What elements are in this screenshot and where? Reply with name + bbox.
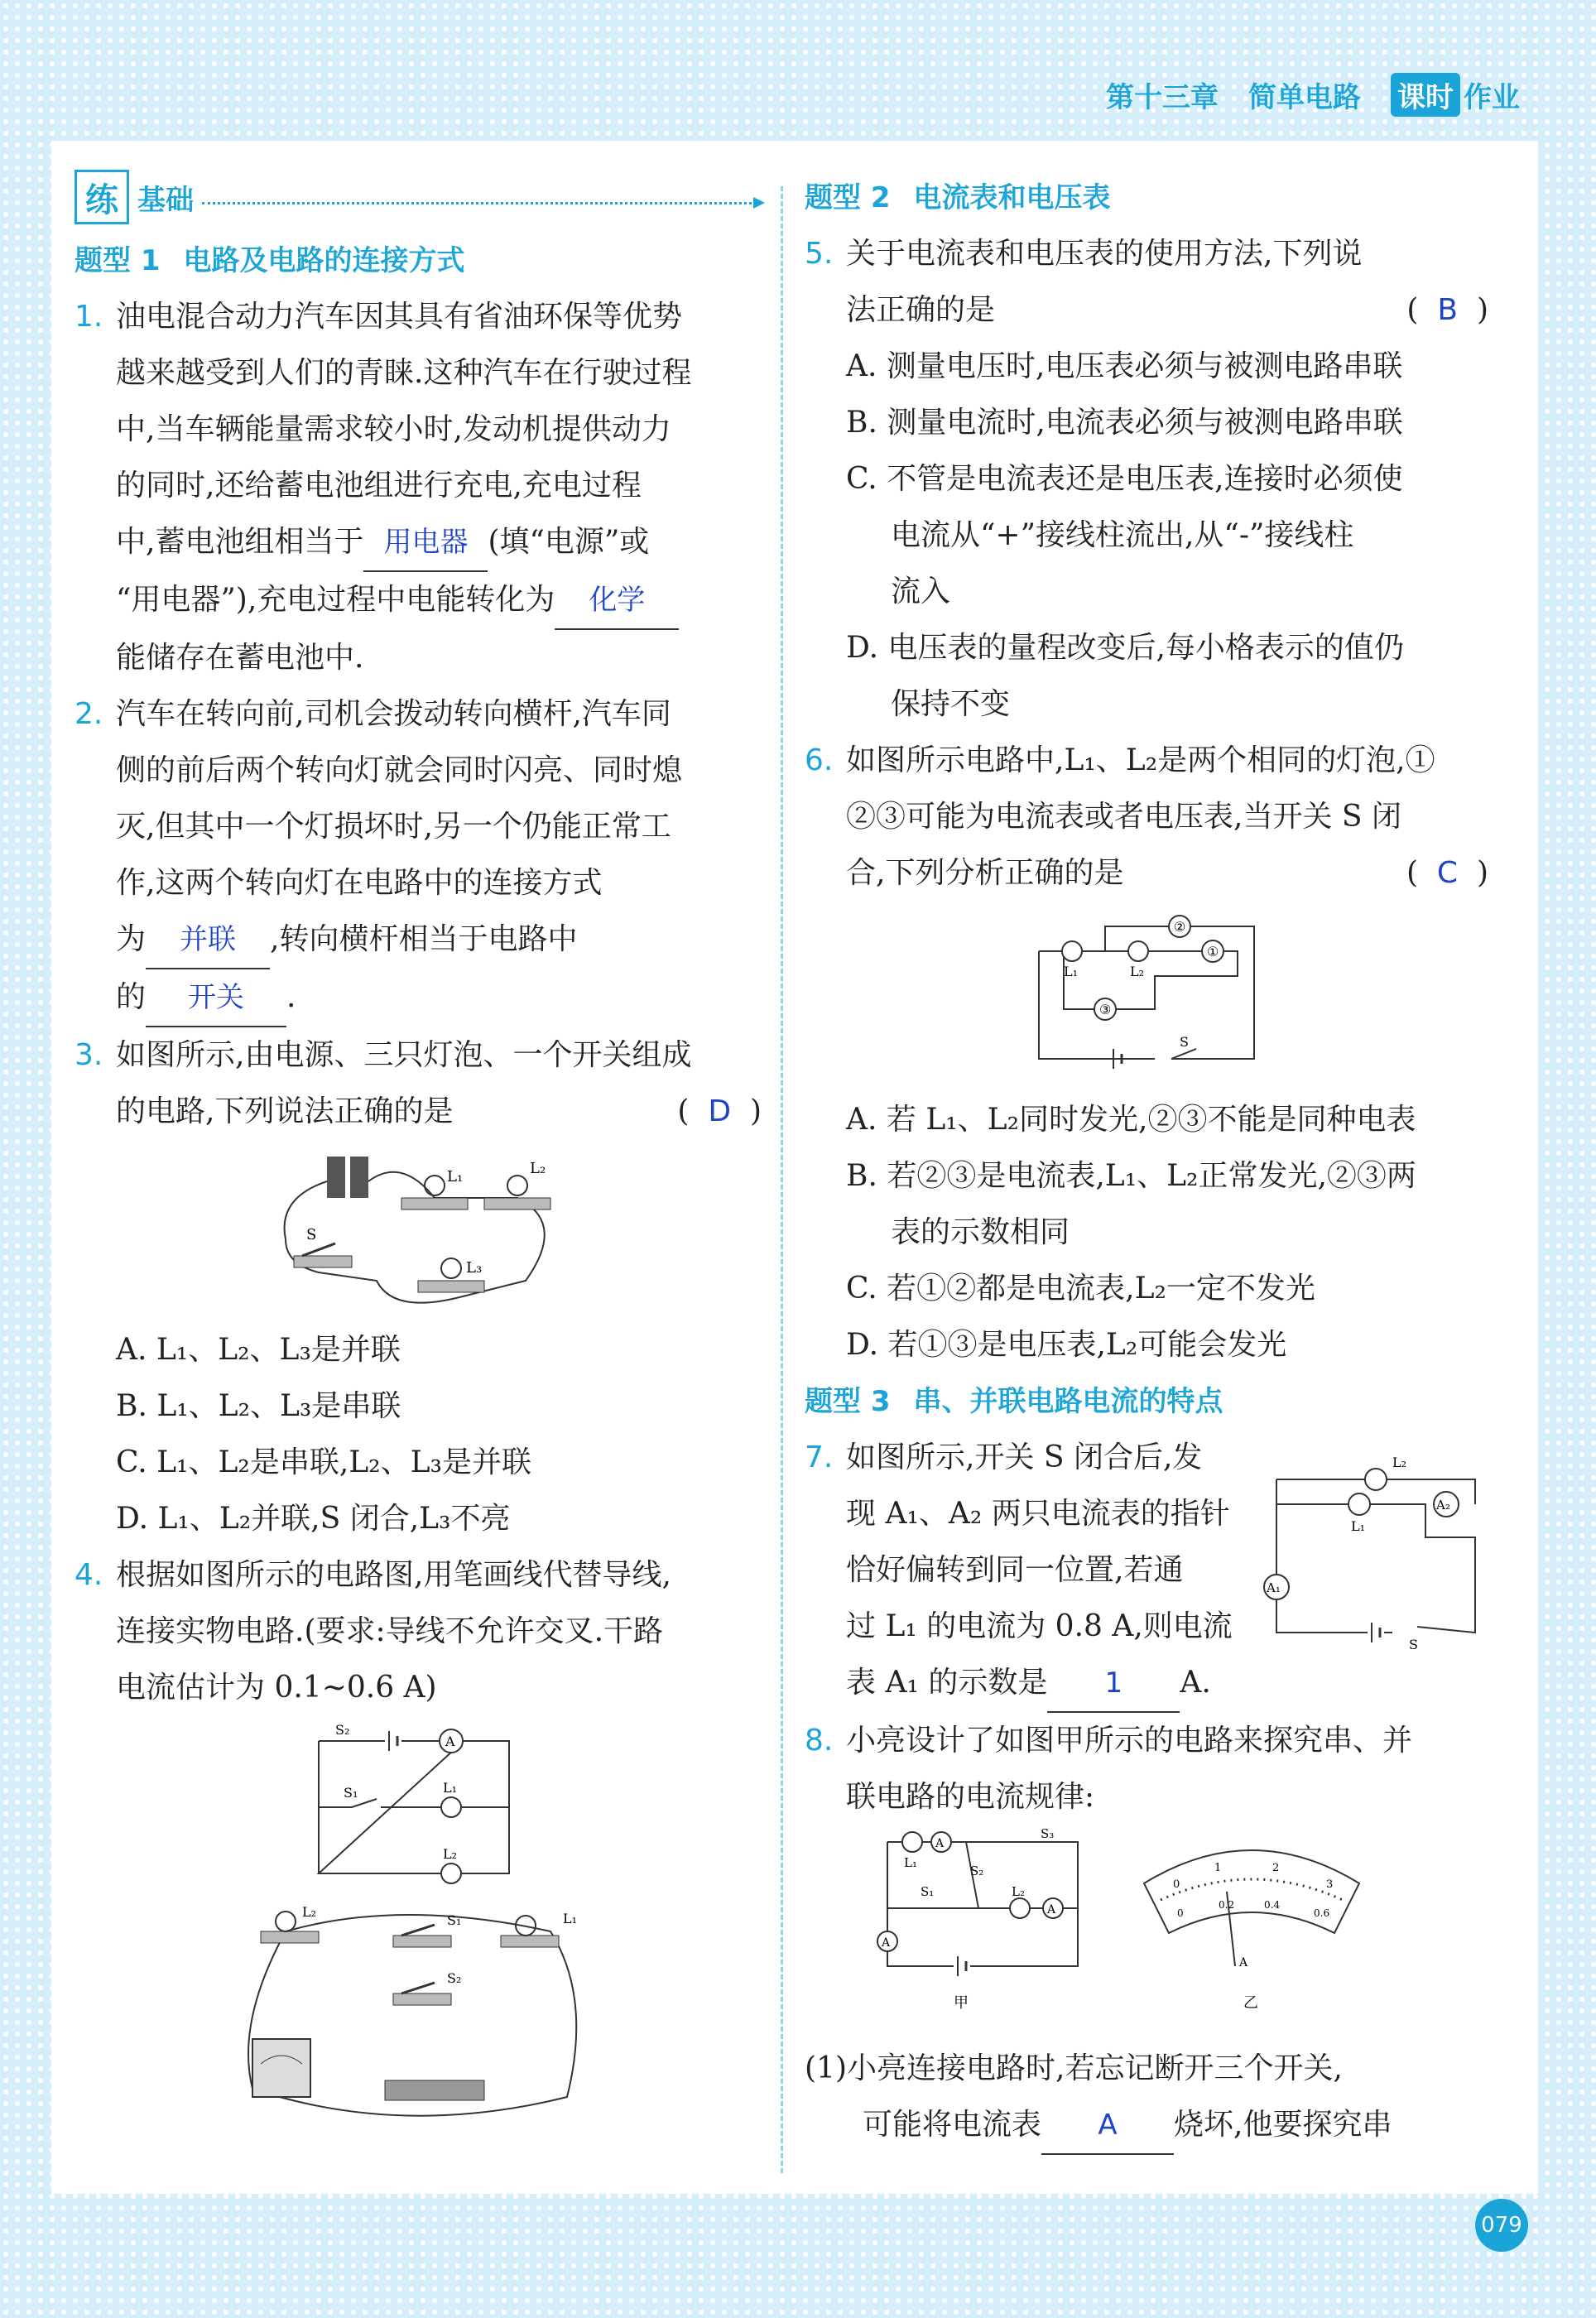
brand-logo: [1391, 73, 1520, 117]
answer-blank: 并联: [146, 911, 270, 969]
option-d: D. 若①③是电压表,L₂可能会发光: [846, 1328, 1287, 1362]
question-5: 5. 关于电流表和电压表的使用方法,下列说 法正确的是 ( B ) A. 测量电压时,电压表必须与被测电路串联 B. 测量电流时,电流表必须与被测电路串联 C. 不管是电流表还是电压表,连接时必须使 电流从“+”接线柱流出,从“-”接线柱 流入 D. 电压表的量程改变后,每小格表示的值仍 保持不变: [805, 237, 1488, 721]
svg-text:L₁: L₁: [563, 1911, 578, 1926]
answer-choice: B: [1437, 293, 1459, 327]
svg-text:S₂: S₂: [970, 1864, 984, 1878]
circuit-diagram-q6: [1031, 910, 1262, 1084]
svg-text:②: ②: [1174, 919, 1186, 935]
circuit-diagram-q7: [1268, 1438, 1492, 1653]
svg-text:S₁: S₁: [344, 1785, 358, 1801]
svg-text:0: 0: [1173, 1878, 1180, 1891]
svg-text:0: 0: [1177, 1907, 1184, 1919]
practice-icon: 练: [75, 170, 129, 224]
svg-text:S: S: [1180, 1034, 1189, 1050]
option-b: B. L₁、L₂、L₃是串联: [116, 1389, 401, 1423]
answer-blank: 用电器: [363, 514, 488, 572]
svg-text:S₂: S₂: [447, 1970, 462, 1986]
svg-text:L₂: L₂: [1130, 964, 1145, 979]
answer-blank: 开关: [146, 969, 286, 1027]
svg-text:L₁: L₁: [1064, 964, 1079, 979]
svg-text:L₁: L₁: [443, 1780, 458, 1796]
option-d: D. L₁、L₂并联,S 闭合,L₃不亮: [116, 1502, 511, 1536]
answer-blank: 1: [1047, 1655, 1180, 1713]
circuit-diagram-q4: [310, 1724, 526, 1890]
figure-label-a: 甲: [954, 1994, 969, 2012]
section-title: 基础: [137, 183, 194, 217]
question-6: 6. 如图所示电路中,L₁、L₂是两个相同的灯泡,① ②③可能为电流表或者电压表,当开关 S 闭 合,下列分析正确的是 ( C ) ② ① ③ L₁ L₂ S A. 若 L₁、L₂同时发光,②③不能是同种电表 B. 若②③是电流表,L₁、L₂正常发光,②③两 表的示数相同 C. 若①②都是电流表,L₂一定不发光 D. 若①③是电压表,L₂可能会发光: [805, 733, 1488, 1373]
physical-circuit-figure-q4: [236, 1898, 600, 2130]
svg-text:L₂: L₂: [1392, 1455, 1407, 1470]
option-c: C. L₁、L₂是串联,L₂、L₃是并联: [116, 1445, 531, 1479]
svg-text:A: A: [935, 1837, 945, 1850]
svg-text:A₁: A₁: [1267, 1580, 1281, 1595]
option-b: B. 测量电流时,电流表必须与被测电路串联: [846, 406, 1403, 440]
right-column: [805, 170, 1488, 2155]
svg-text:L₂: L₂: [443, 1846, 458, 1862]
option-a: A. L₁、L₂、L₃是并联: [116, 1333, 401, 1367]
question-2: 2. 汽车在转向前,司机会拨动转向横杆,汽车同 侧的前后两个转向灯就会同时闪亮、同时熄 灭,但其中一个灯损坏时,另一个仍能正常工 作,这两个转向灯在电路中的连接方式 为 并联 ,转向横杆相当于电路中 的 开关 .: [75, 686, 762, 1027]
physical-circuit-figure-q3: [269, 1148, 567, 1314]
circuit-diagram-q8-a: [854, 1825, 1103, 2041]
label-L3: L₃: [466, 1259, 483, 1277]
question-4: 4. 根据如图所示的电路图,用笔画线代替导线, 连接实物电路.(要求:导线不允许交叉.干路 电流估计为 0.1~0.6 A) A S₂ S₁ L₁ L₂ L₂ S₁ L₁ S₂: [75, 1547, 762, 2130]
chapter-label: 第十三章: [1106, 81, 1219, 114]
svg-text:2: 2: [1272, 1862, 1280, 1874]
svg-text:3: 3: [1326, 1878, 1334, 1891]
answer-choice: D: [708, 1094, 732, 1128]
brand-part-a: 课时: [1391, 73, 1460, 117]
svg-text:L₁: L₁: [1351, 1518, 1366, 1534]
option-a: A. 若 L₁、L₂同时发光,②③不能是同种电表: [846, 1103, 1416, 1137]
svg-text:①: ①: [1207, 944, 1219, 959]
svg-text:0.2: 0.2: [1219, 1899, 1235, 1911]
svg-text:S₁: S₁: [921, 1884, 935, 1899]
topic-2: 题型 2 电流表和电压表: [805, 181, 1111, 214]
question-8: 8. 小亮设计了如图甲所示的电路来探究串、并 联电路的电流规律: A A A L₁ L₂ S₁ S₂ S₃ 甲 0 1 2 3 0 0.2 0.4 0.6 A 乙 (1)小亮连接电路时,若忘记断开三个开关, 可能将电流表 A 烧坏,他要探究串: [805, 1713, 1488, 2155]
page-header: [0, 0, 1596, 141]
svg-text:L₂: L₂: [1012, 1884, 1025, 1899]
answer-choice: C: [1436, 856, 1459, 890]
svg-text:A₂: A₂: [1436, 1498, 1450, 1512]
svg-text:L₁: L₁: [904, 1855, 917, 1870]
svg-text:A: A: [1239, 1956, 1248, 1969]
figure-label-b: 乙: [1243, 1994, 1258, 2012]
label-L2: L₂: [530, 1160, 546, 1177]
option-a: A. 测量电压时,电压表必须与被测电路串联: [846, 349, 1403, 383]
svg-text:A: A: [445, 1734, 455, 1749]
svg-text:S₁: S₁: [447, 1912, 462, 1928]
left-column: [75, 170, 762, 2138]
option-c: C. 不管是电流表还是电压表,连接时必须使: [846, 462, 1403, 496]
sub-question-1: (1)小亮连接电路时,若忘记断开三个开关,: [805, 2051, 1343, 2085]
answer-blank: A: [1041, 2097, 1174, 2155]
question-3: 3. 如图所示,由电源、三只灯泡、一个开关组成 的电路,下列说法正确的是 ( D ) L₁ L₂ L₃ S A. L₁、L₂、L₃是并联 B. L₁、L₂、L₃是串联 C. L₁、L₂是串联,L₂、L₃是并联 D. L₁、L₂并联,S 闭合,L₃不亮: [75, 1027, 762, 1547]
svg-text:1: 1: [1214, 1862, 1222, 1874]
topic-1: 题型 1 电路及电路的连接方式: [75, 244, 465, 277]
brand-part-b: 作业: [1464, 81, 1520, 114]
label-L1: L₁: [447, 1168, 464, 1185]
svg-text:0.4: 0.4: [1264, 1899, 1281, 1911]
question-7: 7. 如图所示,开关 S 闭合后,发 现 A₁、A₂ 两只电流表的指针 恰好偏转到同一位置,若通 过 L₁ 的电流为 0.8 A,则电流 表 A₁ 的示数是 1 A. A₂ A₁ L₂ L₁ S: [805, 1430, 1488, 1713]
answer-blank: 化学: [555, 572, 679, 630]
topic-3: 题型 3 串、并联电路电流的特点: [805, 1385, 1223, 1418]
svg-text:S₂: S₂: [335, 1722, 350, 1738]
option-c: C. 若①②都是电流表,L₂一定不发光: [846, 1272, 1315, 1306]
unit-label: 简单电路: [1248, 81, 1361, 114]
option-b: B. 若②③是电流表,L₁、L₂正常发光,②③两: [846, 1159, 1416, 1193]
column-divider: [781, 186, 783, 2173]
svg-text:③: ③: [1099, 1002, 1112, 1017]
svg-text:0.6: 0.6: [1314, 1907, 1330, 1919]
section-arrow-line: [202, 202, 762, 204]
svg-text:L₂: L₂: [302, 1904, 317, 1920]
question-1: 1. 油电混合动力汽车因其具有省油环保等优势 越来越受到人们的青睐.这种汽车在行驶过程 中,当车辆能量需求较小时,发动机提供动力 的同时,还给蓄电池组进行充电,充电过程 中,蓄电池组相当于 用电器 (填“电源”或 “用电器”),充电过程中电能转化为 化学 能储存在蓄电池中.: [75, 300, 692, 675]
ammeter-dial-figure: [1127, 1825, 1376, 2041]
svg-text:A: A: [882, 1936, 891, 1950]
section-heading: [75, 170, 762, 224]
svg-text:A: A: [1047, 1903, 1056, 1916]
page-number: 079: [1475, 2199, 1528, 2252]
svg-text:S: S: [1409, 1637, 1418, 1652]
svg-text:S₃: S₃: [1041, 1826, 1055, 1841]
option-d: D. 电压表的量程改变后,每小格表示的值仍: [846, 631, 1404, 665]
label-S: S: [306, 1226, 317, 1243]
